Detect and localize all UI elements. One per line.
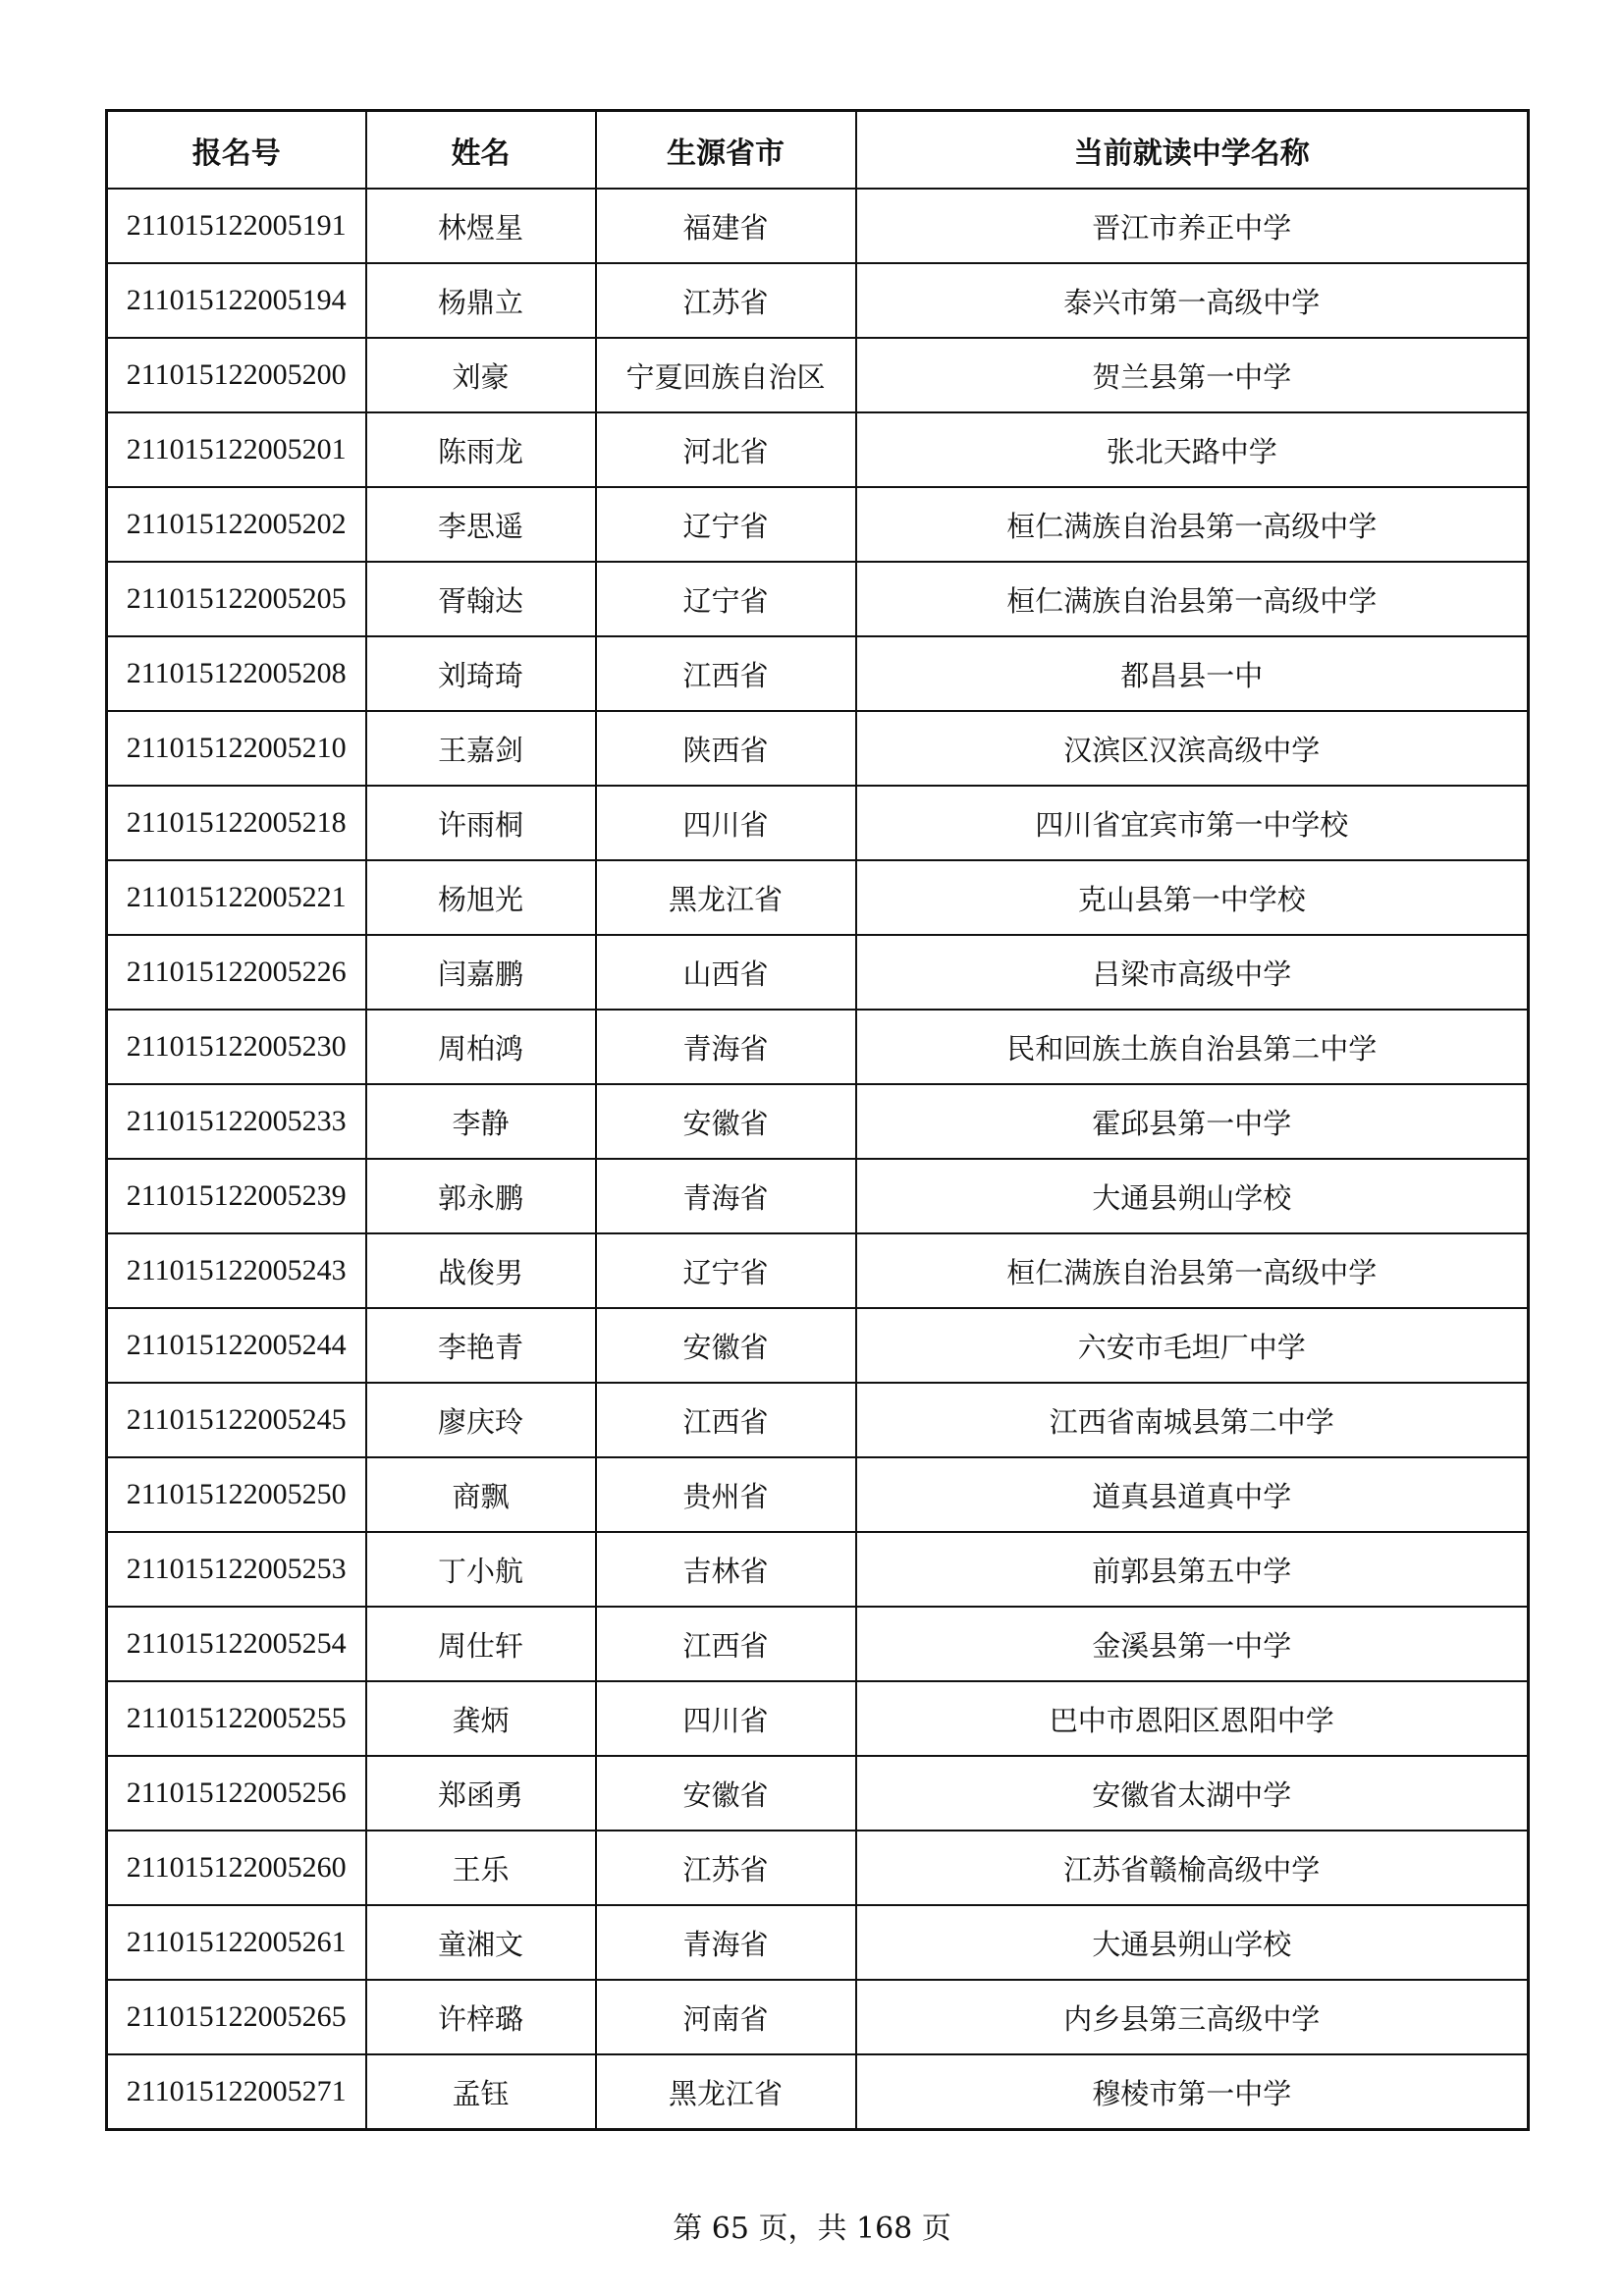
registration-number-cell: 211015122005253 bbox=[107, 1532, 366, 1607]
province-cell: 安徽省 bbox=[596, 1308, 856, 1383]
school-cell: 江苏省赣榆高级中学 bbox=[856, 1831, 1529, 1905]
province-cell: 青海省 bbox=[596, 1905, 856, 1980]
name-cell: 战俊男 bbox=[366, 1233, 596, 1308]
registration-number-cell: 211015122005194 bbox=[107, 263, 366, 338]
table-row bbox=[107, 1084, 1529, 1159]
school-cell: 霍邱县第一中学 bbox=[856, 1084, 1529, 1159]
registration-number-cell: 211015122005250 bbox=[107, 1457, 366, 1532]
province-cell: 黑龙江省 bbox=[596, 860, 856, 935]
registration-number-cell: 211015122005260 bbox=[107, 1831, 366, 1905]
header-province: 生源省市 bbox=[596, 111, 856, 190]
registration-number-cell: 211015122005244 bbox=[107, 1308, 366, 1383]
table-row bbox=[107, 1010, 1529, 1084]
name-cell: 郑函勇 bbox=[366, 1756, 596, 1831]
province-cell: 宁夏回族自治区 bbox=[596, 338, 856, 412]
registration-number-cell: 211015122005191 bbox=[107, 189, 366, 263]
school-cell: 汉滨区汉滨高级中学 bbox=[856, 711, 1529, 786]
school-cell: 吕梁市高级中学 bbox=[856, 935, 1529, 1010]
province-cell: 山西省 bbox=[596, 935, 856, 1010]
name-cell: 廖庆玲 bbox=[366, 1383, 596, 1457]
name-cell: 刘琦琦 bbox=[366, 636, 596, 711]
name-cell: 龚炳 bbox=[366, 1681, 596, 1756]
province-cell: 河北省 bbox=[596, 412, 856, 487]
name-cell: 周柏鸿 bbox=[366, 1010, 596, 1084]
table-row bbox=[107, 860, 1529, 935]
table-row bbox=[107, 711, 1529, 786]
province-cell: 辽宁省 bbox=[596, 1233, 856, 1308]
table-row bbox=[107, 562, 1529, 636]
province-cell: 吉林省 bbox=[596, 1532, 856, 1607]
school-cell: 桓仁满族自治县第一高级中学 bbox=[856, 562, 1529, 636]
header-school: 当前就读中学名称 bbox=[856, 111, 1529, 190]
table-row bbox=[107, 1159, 1529, 1233]
registration-number-cell: 211015122005200 bbox=[107, 338, 366, 412]
name-cell: 周仕轩 bbox=[366, 1607, 596, 1681]
name-cell: 杨旭光 bbox=[366, 860, 596, 935]
name-cell: 李思遥 bbox=[366, 487, 596, 562]
table-row bbox=[107, 636, 1529, 711]
registration-number-cell: 211015122005202 bbox=[107, 487, 366, 562]
table-row bbox=[107, 1756, 1529, 1831]
province-cell: 四川省 bbox=[596, 786, 856, 860]
name-cell: 胥翰达 bbox=[366, 562, 596, 636]
school-cell: 桓仁满族自治县第一高级中学 bbox=[856, 1233, 1529, 1308]
header-name: 姓名 bbox=[366, 111, 596, 190]
table-row bbox=[107, 338, 1529, 412]
header-registration-number: 报名号 bbox=[107, 111, 366, 190]
table-row bbox=[107, 1681, 1529, 1756]
name-cell: 陈雨龙 bbox=[366, 412, 596, 487]
school-cell: 都昌县一中 bbox=[856, 636, 1529, 711]
school-cell: 贺兰县第一中学 bbox=[856, 338, 1529, 412]
table-header-row bbox=[107, 111, 1529, 190]
registration-number-cell: 211015122005205 bbox=[107, 562, 366, 636]
registration-number-cell: 211015122005239 bbox=[107, 1159, 366, 1233]
name-cell: 童湘文 bbox=[366, 1905, 596, 1980]
registration-number-cell: 211015122005218 bbox=[107, 786, 366, 860]
province-cell: 江西省 bbox=[596, 1383, 856, 1457]
school-cell: 金溪县第一中学 bbox=[856, 1607, 1529, 1681]
school-cell: 江西省南城县第二中学 bbox=[856, 1383, 1529, 1457]
student-table bbox=[105, 109, 1530, 2131]
name-cell: 林煜星 bbox=[366, 189, 596, 263]
table-row bbox=[107, 1308, 1529, 1383]
province-cell: 贵州省 bbox=[596, 1457, 856, 1532]
province-cell: 陕西省 bbox=[596, 711, 856, 786]
school-cell: 大通县朔山学校 bbox=[856, 1905, 1529, 1980]
registration-number-cell: 211015122005201 bbox=[107, 412, 366, 487]
registration-number-cell: 211015122005245 bbox=[107, 1383, 366, 1457]
province-cell: 江西省 bbox=[596, 636, 856, 711]
name-cell: 王嘉剑 bbox=[366, 711, 596, 786]
registration-number-cell: 211015122005210 bbox=[107, 711, 366, 786]
province-cell: 辽宁省 bbox=[596, 562, 856, 636]
school-cell: 四川省宜宾市第一中学校 bbox=[856, 786, 1529, 860]
school-cell: 民和回族土族自治县第二中学 bbox=[856, 1010, 1529, 1084]
school-cell: 内乡县第三高级中学 bbox=[856, 1980, 1529, 2054]
name-cell: 刘豪 bbox=[366, 338, 596, 412]
registration-number-cell: 211015122005233 bbox=[107, 1084, 366, 1159]
table-row bbox=[107, 263, 1529, 338]
table-row bbox=[107, 2054, 1529, 2130]
province-cell: 河南省 bbox=[596, 1980, 856, 2054]
school-cell: 张北天路中学 bbox=[856, 412, 1529, 487]
table-row bbox=[107, 1532, 1529, 1607]
registration-number-cell: 211015122005254 bbox=[107, 1607, 366, 1681]
province-cell: 安徽省 bbox=[596, 1756, 856, 1831]
school-cell: 大通县朔山学校 bbox=[856, 1159, 1529, 1233]
registration-number-cell: 211015122005230 bbox=[107, 1010, 366, 1084]
school-cell: 巴中市恩阳区恩阳中学 bbox=[856, 1681, 1529, 1756]
table-row bbox=[107, 1831, 1529, 1905]
school-cell: 六安市毛坦厂中学 bbox=[856, 1308, 1529, 1383]
table-row bbox=[107, 786, 1529, 860]
table-row bbox=[107, 935, 1529, 1010]
school-cell: 穆棱市第一中学 bbox=[856, 2054, 1529, 2130]
name-cell: 商飘 bbox=[366, 1457, 596, 1532]
name-cell: 孟钰 bbox=[366, 2054, 596, 2130]
province-cell: 青海省 bbox=[596, 1159, 856, 1233]
school-cell: 道真县道真中学 bbox=[856, 1457, 1529, 1532]
table-row bbox=[107, 1457, 1529, 1532]
registration-number-cell: 211015122005243 bbox=[107, 1233, 366, 1308]
name-cell: 丁小航 bbox=[366, 1532, 596, 1607]
province-cell: 江苏省 bbox=[596, 1831, 856, 1905]
province-cell: 辽宁省 bbox=[596, 487, 856, 562]
school-cell: 泰兴市第一高级中学 bbox=[856, 263, 1529, 338]
name-cell: 杨鼎立 bbox=[366, 263, 596, 338]
page-footer: 第 65 页，共 168 页 bbox=[673, 2212, 951, 2246]
province-cell: 黑龙江省 bbox=[596, 2054, 856, 2130]
name-cell: 许梓璐 bbox=[366, 1980, 596, 2054]
table-row bbox=[107, 1980, 1529, 2054]
school-cell: 安徽省太湖中学 bbox=[856, 1756, 1529, 1831]
name-cell: 许雨桐 bbox=[366, 786, 596, 860]
province-cell: 青海省 bbox=[596, 1010, 856, 1084]
registration-number-cell: 211015122005255 bbox=[107, 1681, 366, 1756]
table-row bbox=[107, 1233, 1529, 1308]
table-body bbox=[107, 189, 1529, 2130]
name-cell: 李静 bbox=[366, 1084, 596, 1159]
registration-number-cell: 211015122005261 bbox=[107, 1905, 366, 1980]
table-row bbox=[107, 189, 1529, 263]
school-cell: 桓仁满族自治县第一高级中学 bbox=[856, 487, 1529, 562]
table-row bbox=[107, 487, 1529, 562]
registration-number-cell: 211015122005265 bbox=[107, 1980, 366, 2054]
table-row bbox=[107, 1905, 1529, 1980]
school-cell: 前郭县第五中学 bbox=[856, 1532, 1529, 1607]
school-cell: 克山县第一中学校 bbox=[856, 860, 1529, 935]
province-cell: 福建省 bbox=[596, 189, 856, 263]
name-cell: 闫嘉鹏 bbox=[366, 935, 596, 1010]
registration-number-cell: 211015122005226 bbox=[107, 935, 366, 1010]
registration-number-cell: 211015122005221 bbox=[107, 860, 366, 935]
table-row bbox=[107, 412, 1529, 487]
province-cell: 江西省 bbox=[596, 1607, 856, 1681]
registration-number-cell: 211015122005271 bbox=[107, 2054, 366, 2130]
school-cell: 晋江市养正中学 bbox=[856, 189, 1529, 263]
province-cell: 安徽省 bbox=[596, 1084, 856, 1159]
name-cell: 李艳青 bbox=[366, 1308, 596, 1383]
registration-number-cell: 211015122005256 bbox=[107, 1756, 366, 1831]
name-cell: 郭永鹏 bbox=[366, 1159, 596, 1233]
province-cell: 四川省 bbox=[596, 1681, 856, 1756]
province-cell: 江苏省 bbox=[596, 263, 856, 338]
registration-number-cell: 211015122005208 bbox=[107, 636, 366, 711]
table-row bbox=[107, 1607, 1529, 1681]
table-row bbox=[107, 1383, 1529, 1457]
name-cell: 王乐 bbox=[366, 1831, 596, 1905]
